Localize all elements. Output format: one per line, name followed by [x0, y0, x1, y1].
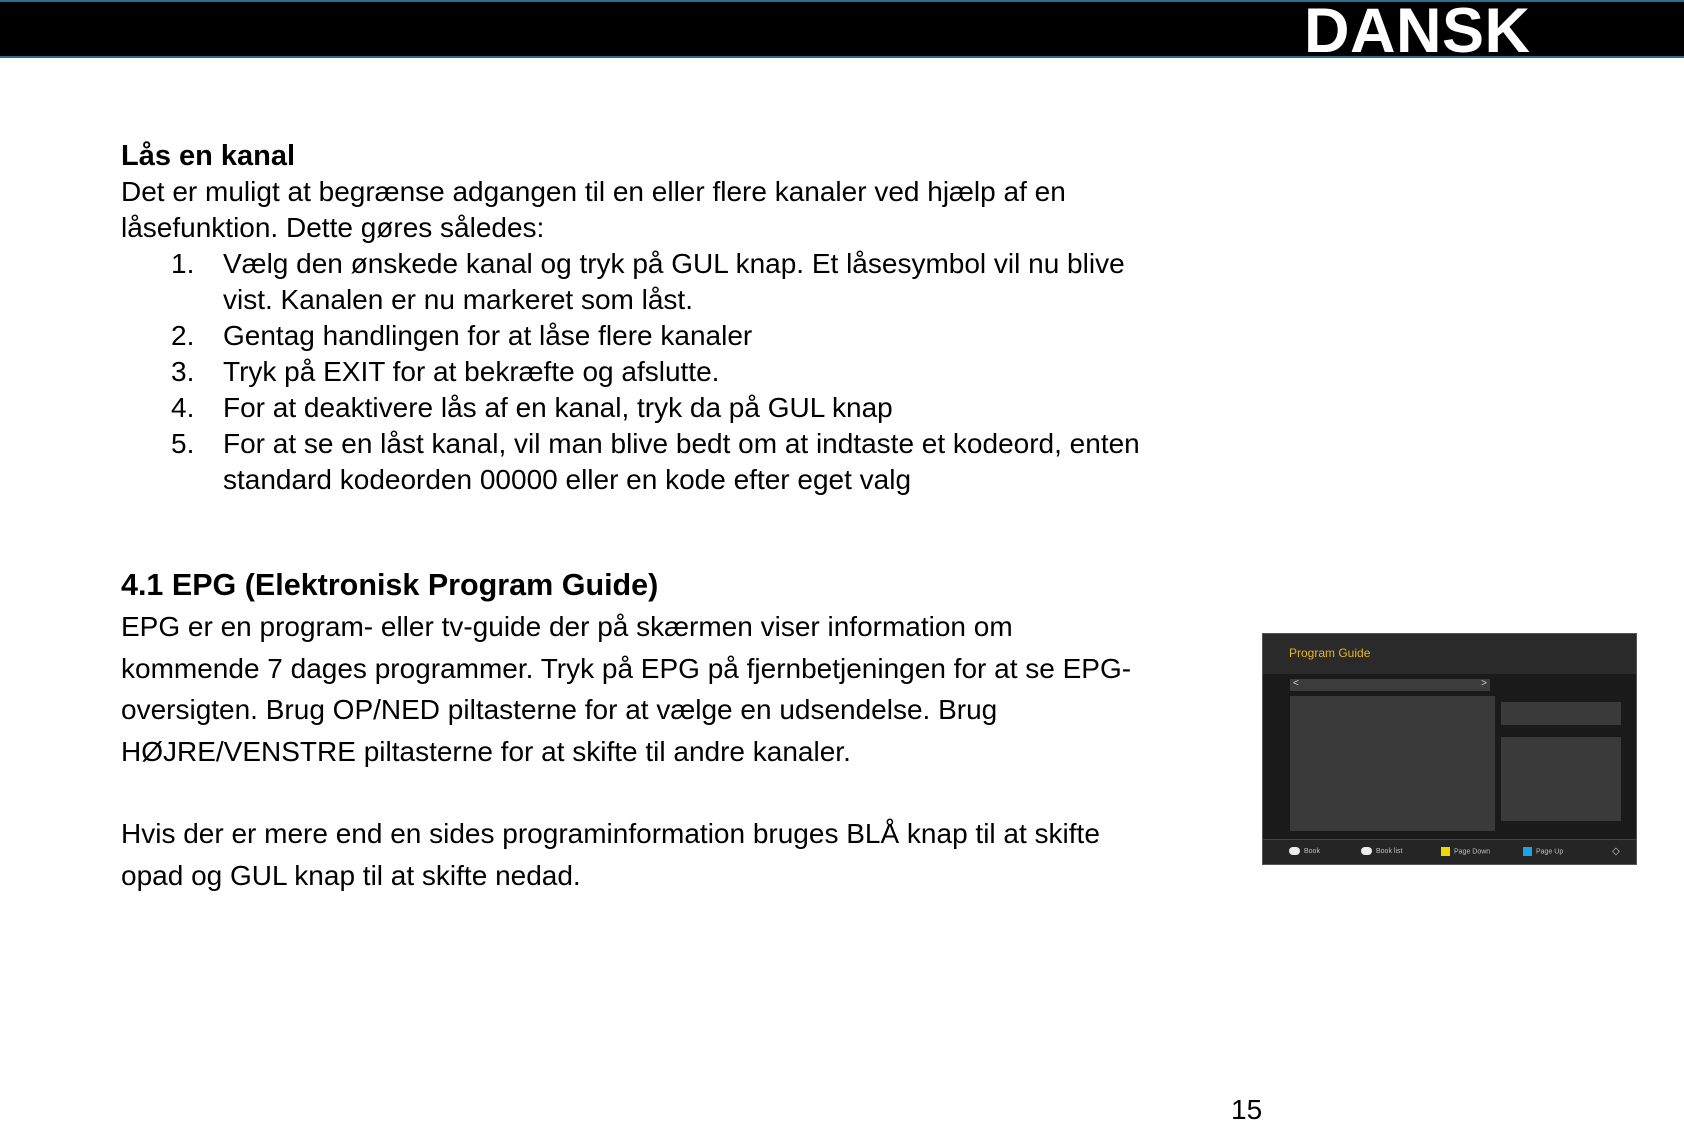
ok-key-icon	[1289, 847, 1300, 855]
epg-text-line: HØJRE/VENSTRE piltasterne for at skifte til andre kanaler.	[121, 735, 851, 767]
footer-label: Book list	[1376, 848, 1403, 855]
list-item	[121, 318, 1271, 354]
epg-text-line: EPG er en program- eller tv-guide der på skærmen viser information om	[121, 611, 1013, 642]
footer-label: Page Up	[1536, 848, 1564, 856]
step-text-line-2: standard kodeorden 00000 eller en kode efter eget valg	[223, 464, 912, 495]
lock-intro-line-1: Det er muligt at begrænse adgangen til en eller flere kanaler ved hjælp af en	[121, 176, 1066, 207]
yellow-key-icon	[1441, 847, 1450, 856]
program-guide-title: Program Guide	[1289, 646, 1371, 660]
lock-section	[121, 138, 1271, 498]
program-guide-date-nav	[1290, 679, 1490, 691]
step-text-line-1: Tryk på EXIT for at bekræfte og afslutte.	[223, 356, 720, 387]
lock-heading: Lås en kanal	[121, 140, 296, 172]
step-number: 4.	[171, 392, 195, 423]
directional-arrows-icon: ◇	[1612, 846, 1620, 857]
epg-heading: 4.1 EPG (Elektronisk Program Guide)	[121, 568, 659, 602]
program-guide-screenshot	[1262, 633, 1637, 865]
lock-intro-line-2: låsefunktion. Dette gøres således:	[121, 212, 545, 243]
footer-label: Page Down	[1454, 848, 1491, 856]
chevron-left-icon: <	[1293, 678, 1299, 689]
header-bar	[0, 0, 1684, 66]
step-text-line-1: Vælg den ønskede kanal og tryk på GUL knap. Et låsesymbol vil nu blive	[223, 248, 1125, 279]
epg-text-line: kommende 7 dages programmer. Tryk på EPG på fjernbetjeningen for at se EPG-	[121, 652, 1132, 684]
page-number: 15	[1231, 1094, 1263, 1125]
footer-item-page-down	[1441, 847, 1490, 857]
epg-text-line: opad og GUL knap til at skifte nedad.	[121, 859, 581, 891]
epg-text-line: Hvis der er mere end en sides programinformation bruges BLÅ knap til at skifte	[121, 818, 1100, 849]
page-content	[121, 138, 1271, 891]
epg-paragraph-2	[121, 813, 1261, 896]
step-number: 5.	[171, 428, 195, 459]
step-number: 3.	[171, 356, 195, 387]
program-guide-preview-box	[1501, 737, 1621, 821]
list-item	[121, 390, 1271, 426]
step-text-line-1: For at se en låst kanal, vil man blive bedt om at indtaste et kodeord, enten	[223, 428, 1140, 459]
step-number: 2.	[171, 320, 195, 351]
footer-label: Book	[1304, 848, 1320, 855]
ok-key-icon	[1361, 847, 1372, 855]
list-item	[121, 354, 1271, 390]
blue-key-icon	[1523, 847, 1532, 856]
epg-paragraph-1	[121, 606, 1261, 772]
program-guide-channel-list	[1290, 696, 1495, 831]
step-number: 1.	[171, 248, 195, 279]
program-guide-titlebar	[1263, 634, 1636, 674]
program-guide-footer	[1263, 839, 1636, 864]
step-text-line-2: vist. Kanalen er nu markeret som låst.	[223, 284, 693, 315]
footer-item-book	[1289, 847, 1320, 857]
list-item	[121, 426, 1271, 498]
footer-item-book-list	[1361, 847, 1402, 857]
chevron-right-icon: >	[1481, 678, 1487, 689]
lock-steps-list	[121, 246, 1271, 498]
step-text-line-1: Gentag handlingen for at låse flere kanaler	[223, 320, 753, 351]
epg-text-line: oversigten. Brug OP/NED piltasterne for at vælge en udsendelse. Brug	[121, 694, 998, 725]
step-text-line-1: For at deaktivere lås af en kanal, tryk da på GUL knap	[223, 392, 893, 423]
list-item	[121, 246, 1271, 318]
footer-item-page-up	[1523, 847, 1563, 857]
language-title: DANSK	[1304, 0, 1531, 66]
program-guide-info-box	[1501, 702, 1621, 725]
